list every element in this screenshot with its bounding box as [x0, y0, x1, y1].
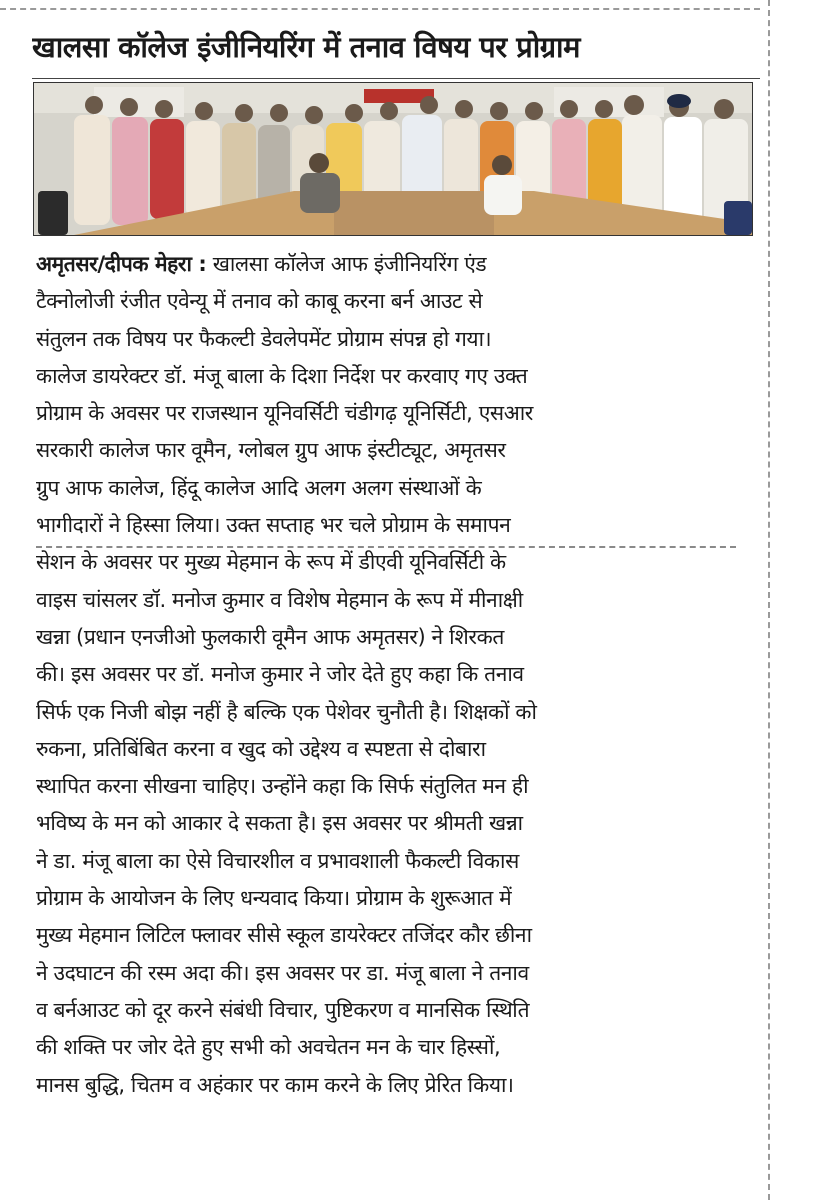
article-line: मानस बुद्धि, चितम व अहंकार पर काम करने के लिए प्रेरित किया।: [36, 1072, 514, 1097]
article-line: स्थापित करना सीखना चाहिए। उन्होंने कहा कि सिर्फ संतुलित मन ही: [36, 774, 529, 799]
clipping-cut-line-right: [768, 0, 770, 1200]
article-line: खन्ना (प्रधान एनजीओ फुलकारी वूमैन आफ अमृतसर) ने शिरकत: [36, 624, 504, 649]
article-line: प्रोग्राम के आयोजन के लिए धन्यवाद किया। प्रोग्राम के शुरूआत में: [36, 886, 512, 911]
article-line: टैक्नोलोजी रंजीत एवेन्यू में तनाव को काबू करना बर्न आउट से: [36, 289, 483, 314]
article-line: ने उदघाटन की रस्म अदा की। इस अवसर पर डा. मंजू बाला ने तनाव: [36, 960, 529, 985]
article-line: ग्रुप आफ कालेज, हिंदू कालेज आदि अलग अलग संस्थाओं के: [36, 475, 482, 500]
article-line: भागीदारों ने हिस्सा लिया। उक्त सप्ताह भर चले प्रोग्राम के समापन: [36, 513, 511, 538]
clipping-fold-line: [36, 546, 736, 548]
article-line: व बर्नआउट को दूर करने संबंधी विचार, पुष्टिकरण व मानसिक स्थिति: [36, 997, 530, 1022]
article-line: संतुलन तक विषय पर फैकल्टी डेवलेपमेंट प्रोग्राम संपन्न हो गया।: [36, 326, 492, 351]
article-line: सेशन के अवसर पर मुख्य मेहमान के रूप में डीएवी यूनिवर्सिटी के: [36, 550, 506, 575]
article-line: सिर्फ एक निजी बोझ नहीं है बल्कि एक पेशेवर चुनौती है। शिक्षकों को: [36, 699, 537, 724]
article-line: मुख्य मेहमान लिटिल फ्लावर सीसे स्कूल डायरेक्टर तजिंदर कौर छीना: [36, 923, 532, 948]
article-line: ने डा. मंजू बाला का ऐसे विचारशील व प्रभावशाली फैकल्टी विकास: [36, 848, 519, 873]
clipping-cut-line-top: [0, 8, 760, 10]
article-line: रुकना, प्रतिबिंबित करना व खुद को उद्देश्य व स्पष्टता से दोबारा: [36, 736, 486, 761]
article-first-line-text: खालसा कॉलेज आफ इंजीनियरिंग एंड: [206, 252, 487, 276]
article-line: वाइस चांसलर डॉ. मनोज कुमार व विशेष मेहमान के रूप में मीनाक्षी: [36, 587, 523, 612]
group-photo: [34, 83, 752, 235]
article-first-line: [36, 246, 754, 283]
article-line: भविष्य के मन को आकार दे सकता है। इस अवसर पर श्रीमती खन्ना: [36, 811, 523, 836]
article-line: की। इस अवसर पर डॉ. मनोज कुमार ने जोर देते हुए कहा कि तनाव: [36, 662, 524, 687]
headline-rule: [32, 78, 760, 79]
article-line: सरकारी कालेज फार वूमैन, ग्लोबल ग्रुप आफ इंस्टीट्यूट, अमृतसर: [36, 438, 506, 463]
article-line: की शक्ति पर जोर देते हुए सभी को अवचेतन मन के चार हिस्सों,: [36, 1035, 501, 1060]
article-body: [36, 246, 754, 1104]
byline: अमृतसर/दीपक मेहरा :: [36, 252, 207, 276]
headline: खालसा कॉलेज इंजीनियरिंग में तनाव विषय पर प्रोग्राम: [32, 30, 580, 64]
article-line: कालेज डायरेक्टर डॉ. मंजू बाला के दिशा निर्देश पर करवाए गए उक्त: [36, 363, 528, 388]
article-line: प्रोग्राम के अवसर पर राजस्थान यूनिवर्सिटी चंडीगढ़ यूनिर्सिटी, एसआर: [36, 401, 533, 426]
